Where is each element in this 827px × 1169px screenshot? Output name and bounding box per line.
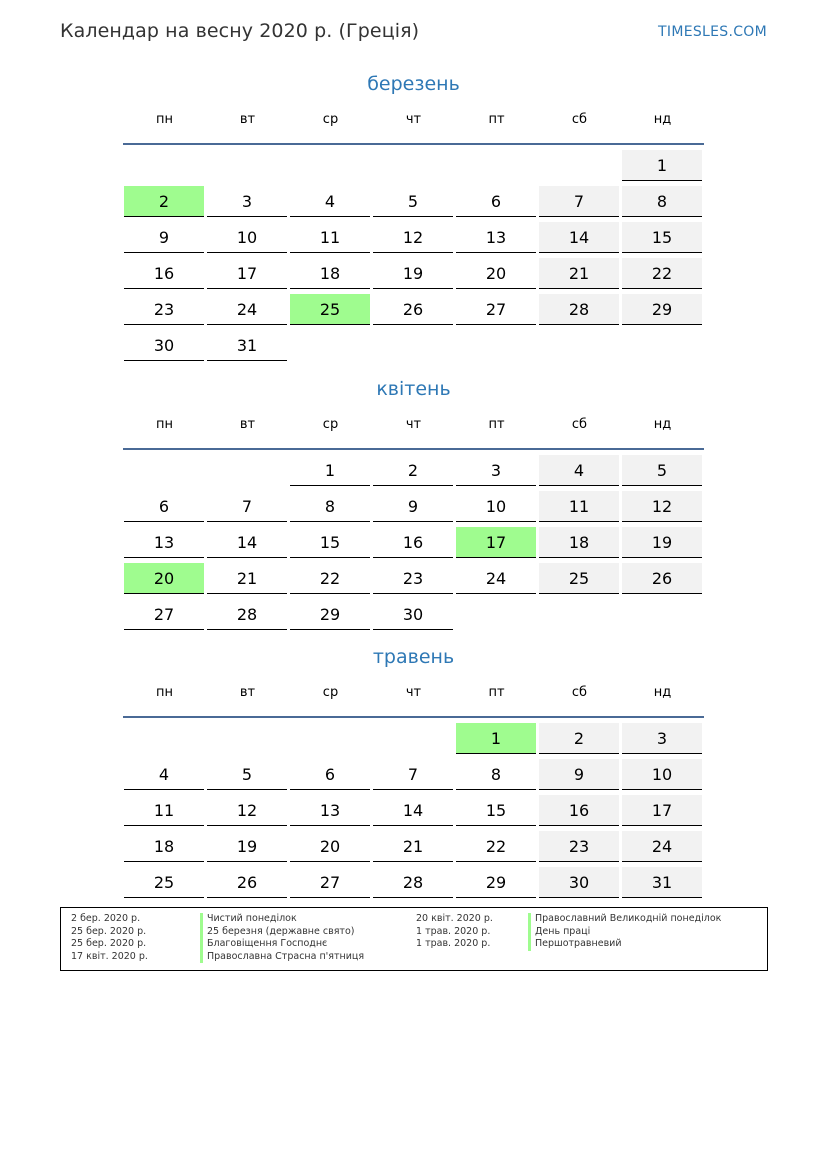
day-number: 15: [456, 795, 536, 826]
day-cell: [372, 455, 455, 491]
holiday-day-cell: [455, 723, 538, 759]
empty-day-cell: [206, 150, 289, 186]
day-cell: [206, 563, 289, 599]
day-number: 12: [622, 491, 702, 522]
weekend-day-cell: [538, 831, 621, 867]
day-number: 1: [622, 150, 702, 181]
day-number: 28: [373, 867, 453, 898]
day-cell: [206, 186, 289, 222]
legend-left-names: [200, 913, 364, 963]
day-number: 30: [539, 867, 619, 898]
weekday-label: вт: [239, 112, 256, 127]
day-number: 20: [124, 563, 204, 594]
day-number: 12: [207, 795, 287, 826]
day-number: 17: [207, 258, 287, 289]
day-number: 30: [373, 599, 453, 630]
week-row: [123, 563, 704, 599]
weekday-label: чт: [405, 417, 422, 432]
holiday-day-cell: [123, 563, 206, 599]
month-title: березень: [367, 73, 460, 95]
day-number: 14: [207, 527, 287, 558]
weekday-label: нд: [653, 417, 672, 432]
empty-day-box: [207, 150, 287, 181]
weekend-day-cell: [621, 455, 704, 491]
day-number: 17: [622, 795, 702, 826]
day-number: 22: [290, 563, 370, 594]
day-cell: [289, 795, 372, 831]
day-cell: [372, 795, 455, 831]
day-number: 23: [373, 563, 453, 594]
empty-day-box: [539, 150, 619, 181]
day-number: 20: [456, 258, 536, 289]
day-number: 28: [539, 294, 619, 325]
holiday-legend: [60, 907, 768, 971]
day-number: 4: [124, 759, 204, 790]
day-number: 2: [539, 723, 619, 754]
weekend-day-cell: [538, 294, 621, 330]
day-number: 28: [207, 599, 287, 630]
empty-day-box: [622, 330, 702, 361]
week-row: [123, 723, 704, 759]
day-cell: [455, 563, 538, 599]
day-number: 16: [539, 795, 619, 826]
day-number: 6: [456, 186, 536, 217]
day-number: 9: [124, 222, 204, 253]
legend-holiday-name: Першотравневий: [535, 938, 622, 949]
legend-date: 2 бер. 2020 р.: [71, 913, 141, 924]
day-number: 18: [290, 258, 370, 289]
empty-day-box: [290, 330, 370, 361]
day-number: 5: [373, 186, 453, 217]
day-cell: [289, 186, 372, 222]
page-title: Календар на весну 2020 р. (Греція): [60, 20, 420, 42]
weekend-day-cell: [538, 563, 621, 599]
day-cell: [289, 831, 372, 867]
day-number: 11: [290, 222, 370, 253]
day-number: 13: [456, 222, 536, 253]
empty-day-cell: [372, 723, 455, 759]
day-number: 15: [622, 222, 702, 253]
legend-date: 25 бер. 2020 р.: [71, 938, 147, 949]
day-number: 1: [290, 455, 370, 486]
empty-day-cell: [206, 455, 289, 491]
day-cell: [455, 867, 538, 903]
weekend-day-cell: [621, 294, 704, 330]
day-cell: [372, 831, 455, 867]
holiday-day-cell: [455, 527, 538, 563]
day-number: 8: [290, 491, 370, 522]
empty-day-box: [539, 330, 619, 361]
legend-holiday-name: Православна Страсна п'ятниця: [207, 950, 365, 962]
weekend-day-cell: [621, 186, 704, 222]
day-cell: [206, 599, 289, 635]
weekend-day-cell: [538, 222, 621, 258]
day-number: 6: [290, 759, 370, 790]
weekend-day-cell: [538, 186, 621, 222]
week-row: [123, 222, 704, 258]
day-number: 13: [290, 795, 370, 826]
day-number: 14: [373, 795, 453, 826]
day-number: 10: [622, 759, 702, 790]
empty-day-cell: [289, 330, 372, 366]
week-row: [123, 759, 704, 795]
weekday-label: нд: [653, 685, 672, 700]
day-number: 3: [622, 723, 702, 754]
day-cell: [206, 222, 289, 258]
day-number: 5: [207, 759, 287, 790]
day-number: 6: [124, 491, 204, 522]
day-cell: [455, 491, 538, 527]
day-number: 7: [373, 759, 453, 790]
day-number: 8: [456, 759, 536, 790]
empty-day-cell: [372, 330, 455, 366]
day-cell: [372, 867, 455, 903]
weekend-day-cell: [621, 795, 704, 831]
empty-day-box: [124, 723, 204, 754]
day-cell: [455, 831, 538, 867]
week-row: [123, 455, 704, 491]
legend-date: 17 квіт. 2020 р.: [71, 950, 148, 962]
day-cell: [123, 831, 206, 867]
day-cell: [455, 186, 538, 222]
day-number: 26: [373, 294, 453, 325]
weekend-day-cell: [621, 867, 704, 903]
empty-day-cell: [123, 723, 206, 759]
legend-date: 1 трав. 2020 р.: [416, 938, 491, 949]
empty-day-cell: [538, 330, 621, 366]
week-row: [123, 294, 704, 330]
empty-day-cell: [123, 455, 206, 491]
day-cell: [123, 222, 206, 258]
day-cell: [289, 599, 372, 635]
weekday-label: ср: [322, 112, 339, 127]
weekend-day-cell: [621, 491, 704, 527]
weekend-day-cell: [538, 491, 621, 527]
day-cell: [206, 258, 289, 294]
weekday-label: сб: [571, 417, 588, 432]
day-cell: [289, 563, 372, 599]
holiday-day-cell: [123, 186, 206, 222]
day-number: 1: [456, 723, 536, 754]
weekday-label: вт: [239, 685, 256, 700]
empty-day-box: [539, 599, 619, 630]
empty-day-cell: [621, 599, 704, 635]
legend-right-names: [528, 913, 721, 951]
day-cell: [123, 258, 206, 294]
day-cell: [289, 258, 372, 294]
day-number: 14: [539, 222, 619, 253]
legend-right-dates: [416, 913, 536, 951]
month-block: [123, 375, 704, 635]
day-number: 31: [622, 867, 702, 898]
day-number: 19: [622, 527, 702, 558]
week-row: [123, 186, 704, 222]
empty-day-cell: [206, 723, 289, 759]
empty-day-cell: [621, 330, 704, 366]
day-cell: [372, 222, 455, 258]
legend-holiday-name: Благовіщення Господнє: [207, 938, 328, 949]
day-number: 25: [124, 867, 204, 898]
weekend-day-cell: [538, 795, 621, 831]
day-cell: [206, 867, 289, 903]
day-cell: [289, 222, 372, 258]
empty-day-box: [124, 150, 204, 181]
day-cell: [206, 527, 289, 563]
day-cell: [123, 599, 206, 635]
empty-day-box: [207, 455, 287, 486]
weekday-label: ср: [322, 685, 339, 700]
day-number: 11: [539, 491, 619, 522]
week-row: [123, 831, 704, 867]
day-number: 12: [373, 222, 453, 253]
weekday-label: чт: [405, 685, 422, 700]
week-row: [123, 258, 704, 294]
empty-day-cell: [372, 150, 455, 186]
day-number: 18: [539, 527, 619, 558]
header-divider: [123, 448, 704, 450]
empty-day-box: [373, 150, 453, 181]
day-number: 26: [207, 867, 287, 898]
day-cell: [289, 491, 372, 527]
day-cell: [372, 491, 455, 527]
weekend-day-cell: [621, 563, 704, 599]
day-cell: [289, 527, 372, 563]
legend-holiday-name: Чистий понеділок: [207, 913, 297, 924]
header-divider: [123, 716, 704, 718]
weekend-day-cell: [621, 222, 704, 258]
weekday-label: пн: [156, 112, 173, 127]
day-cell: [123, 294, 206, 330]
day-number: 4: [539, 455, 619, 486]
day-number: 11: [124, 795, 204, 826]
legend-date: 25 бер. 2020 р.: [71, 925, 147, 937]
day-cell: [372, 527, 455, 563]
weekday-label: вт: [239, 417, 256, 432]
day-number: 13: [124, 527, 204, 558]
weekend-day-cell: [621, 527, 704, 563]
day-number: 2: [373, 455, 453, 486]
weekend-day-cell: [621, 831, 704, 867]
weekend-day-cell: [621, 759, 704, 795]
empty-day-box: [373, 330, 453, 361]
weekend-day-cell: [621, 150, 704, 186]
empty-day-cell: [455, 599, 538, 635]
legend-holiday-name: День праці: [535, 925, 591, 937]
weekday-label: пн: [156, 685, 173, 700]
month-title: травень: [372, 646, 455, 668]
day-number: 3: [207, 186, 287, 217]
day-cell: [123, 795, 206, 831]
day-number: 4: [290, 186, 370, 217]
day-cell: [372, 759, 455, 795]
day-number: 16: [124, 258, 204, 289]
day-number: 21: [373, 831, 453, 862]
day-number: 26: [622, 563, 702, 594]
week-row: [123, 150, 704, 186]
day-cell: [372, 294, 455, 330]
month-block: [123, 643, 704, 903]
day-cell: [123, 491, 206, 527]
weekday-label: пт: [488, 685, 505, 700]
weekday-label: ср: [322, 417, 339, 432]
empty-day-cell: [455, 330, 538, 366]
day-number: 9: [539, 759, 619, 790]
day-number: 29: [456, 867, 536, 898]
weekend-day-cell: [538, 867, 621, 903]
day-number: 19: [373, 258, 453, 289]
day-number: 17: [456, 527, 536, 558]
day-number: 8: [622, 186, 702, 217]
day-number: 16: [373, 527, 453, 558]
day-number: 7: [539, 186, 619, 217]
day-number: 25: [539, 563, 619, 594]
day-cell: [123, 330, 206, 366]
weekday-header: [123, 417, 704, 441]
month-title: квітень: [376, 378, 451, 400]
weekday-label: пн: [156, 417, 173, 432]
day-number: 7: [207, 491, 287, 522]
weekday-header: [123, 685, 704, 709]
day-number: 27: [124, 599, 204, 630]
day-number: 15: [290, 527, 370, 558]
day-cell: [206, 831, 289, 867]
day-cell: [455, 455, 538, 491]
week-row: [123, 867, 704, 903]
day-cell: [455, 795, 538, 831]
weekday-label: сб: [571, 112, 588, 127]
day-cell: [206, 294, 289, 330]
day-cell: [206, 759, 289, 795]
day-number: 31: [207, 330, 287, 361]
weekday-label: сб: [571, 685, 588, 700]
day-number: 27: [290, 867, 370, 898]
empty-day-box: [290, 150, 370, 181]
day-number: 22: [456, 831, 536, 862]
day-cell: [372, 258, 455, 294]
day-number: 29: [290, 599, 370, 630]
day-number: 3: [456, 455, 536, 486]
empty-day-cell: [289, 723, 372, 759]
day-number: 29: [622, 294, 702, 325]
day-cell: [206, 795, 289, 831]
empty-day-cell: [123, 150, 206, 186]
day-number: 23: [124, 294, 204, 325]
holiday-day-cell: [289, 294, 372, 330]
weekend-day-cell: [621, 723, 704, 759]
legend-date: 20 квіт. 2020 р.: [416, 913, 493, 924]
weekday-label: пт: [488, 112, 505, 127]
day-number: 23: [539, 831, 619, 862]
day-cell: [455, 759, 538, 795]
day-cell: [455, 222, 538, 258]
site-link[interactable]: TIMESLES.COM: [658, 24, 767, 40]
empty-day-cell: [455, 150, 538, 186]
weekend-day-cell: [538, 723, 621, 759]
day-cell: [372, 563, 455, 599]
day-cell: [372, 599, 455, 635]
month-block: [123, 70, 704, 366]
day-cell: [372, 186, 455, 222]
empty-day-cell: [538, 599, 621, 635]
day-number: 10: [456, 491, 536, 522]
day-cell: [123, 527, 206, 563]
weekend-day-cell: [538, 759, 621, 795]
day-number: 9: [373, 491, 453, 522]
day-cell: [455, 294, 538, 330]
header-divider: [123, 143, 704, 145]
empty-day-box: [290, 723, 370, 754]
day-number: 24: [456, 563, 536, 594]
day-number: 24: [622, 831, 702, 862]
empty-day-box: [124, 455, 204, 486]
weekend-day-cell: [538, 258, 621, 294]
day-number: 2: [124, 186, 204, 217]
day-number: 27: [456, 294, 536, 325]
day-cell: [289, 759, 372, 795]
day-number: 5: [622, 455, 702, 486]
empty-day-box: [456, 330, 536, 361]
weekday-label: чт: [405, 112, 422, 127]
legend-left-dates: [71, 913, 191, 963]
day-cell: [123, 867, 206, 903]
day-number: 19: [207, 831, 287, 862]
empty-day-cell: [289, 150, 372, 186]
day-number: 25: [290, 294, 370, 325]
empty-day-cell: [538, 150, 621, 186]
legend-holiday-name: Православний Великодній понеділок: [535, 913, 722, 924]
week-row: [123, 527, 704, 563]
week-row: [123, 330, 704, 366]
weekday-label: пт: [488, 417, 505, 432]
empty-day-box: [456, 150, 536, 181]
day-number: 22: [622, 258, 702, 289]
week-row: [123, 599, 704, 635]
day-number: 21: [207, 563, 287, 594]
day-cell: [206, 330, 289, 366]
legend-date: 1 трав. 2020 р.: [416, 925, 491, 937]
weekday-label: нд: [653, 112, 672, 127]
day-cell: [206, 491, 289, 527]
day-cell: [455, 258, 538, 294]
weekday-header: [123, 112, 704, 136]
week-row: [123, 491, 704, 527]
week-row: [123, 795, 704, 831]
empty-day-box: [622, 599, 702, 630]
empty-day-box: [456, 599, 536, 630]
weekend-day-cell: [621, 258, 704, 294]
day-number: 18: [124, 831, 204, 862]
day-number: 24: [207, 294, 287, 325]
day-number: 21: [539, 258, 619, 289]
weekend-day-cell: [538, 527, 621, 563]
day-cell: [289, 455, 372, 491]
empty-day-box: [373, 723, 453, 754]
day-cell: [123, 759, 206, 795]
weekend-day-cell: [538, 455, 621, 491]
day-cell: [289, 867, 372, 903]
legend-holiday-name: 25 березня (державне свято): [207, 925, 355, 937]
day-number: 30: [124, 330, 204, 361]
empty-day-box: [207, 723, 287, 754]
day-number: 20: [290, 831, 370, 862]
day-number: 10: [207, 222, 287, 253]
